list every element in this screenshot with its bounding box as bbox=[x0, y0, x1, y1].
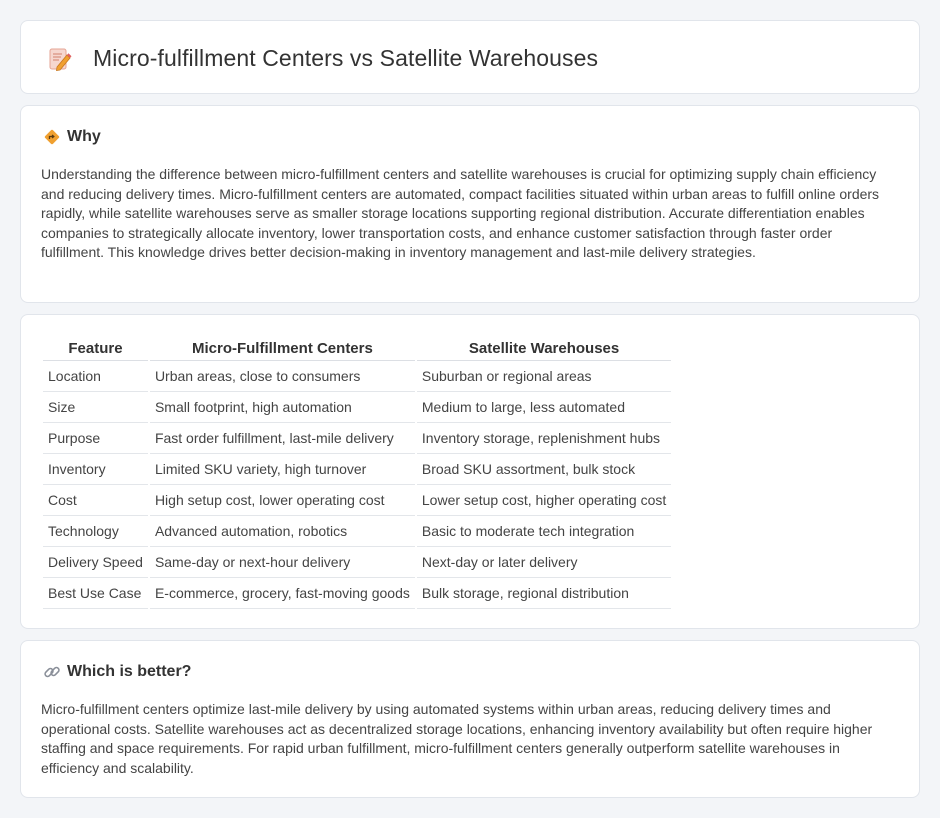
satellite-cell: Medium to large, less automated bbox=[417, 392, 671, 423]
table-header-row bbox=[43, 336, 671, 361]
feature-cell: Delivery Speed bbox=[43, 547, 148, 578]
table-row bbox=[43, 547, 671, 578]
micro-cell: Advanced automation, robotics bbox=[150, 516, 415, 547]
header-micro-fulfillment: Micro-Fulfillment Centers bbox=[150, 336, 415, 361]
table-row bbox=[43, 485, 671, 516]
micro-cell: High setup cost, lower operating cost bbox=[150, 485, 415, 516]
satellite-cell: Broad SKU assortment, bulk stock bbox=[417, 454, 671, 485]
page-title: Micro-fulfillment Centers vs Satellite Warehouses bbox=[93, 45, 599, 71]
which-is-better-section bbox=[20, 640, 920, 798]
feature-cell: Size bbox=[43, 392, 148, 423]
table-row bbox=[43, 361, 671, 392]
table-row bbox=[43, 454, 671, 485]
satellite-cell: Suburban or regional areas bbox=[417, 361, 671, 392]
feature-cell: Location bbox=[43, 361, 148, 392]
micro-cell: Same-day or next-hour delivery bbox=[150, 547, 415, 578]
micro-cell: Small footprint, high automation bbox=[150, 392, 415, 423]
better-heading: Which is better? bbox=[67, 663, 192, 680]
comparison-table bbox=[41, 336, 673, 609]
satellite-cell: Bulk storage, regional distribution bbox=[417, 578, 671, 609]
link-icon bbox=[43, 663, 61, 681]
satellite-cell: Next-day or later delivery bbox=[417, 547, 671, 578]
title-card bbox=[20, 20, 920, 94]
comparison-section bbox=[20, 314, 920, 629]
satellite-cell: Inventory storage, replenishment hubs bbox=[417, 423, 671, 454]
table-row bbox=[43, 392, 671, 423]
micro-cell: Fast order fulfillment, last-mile delivery bbox=[150, 423, 415, 454]
why-heading: Why bbox=[67, 128, 101, 145]
table-row bbox=[43, 516, 671, 547]
why-paragraph: Understanding the difference between micro-fulfillment centers and satellite warehouses is crucial for optimizing supply chain efficiency and reducing delivery times. Micro-fulfillment centers are automated, compact facilities situated within urban areas to fulfill online orders rapidly, while satellite warehouses serve as smaller storage locations supporting regional distribution. Accurate differentiation enables companies to strategically allocate inventory, lower transportation costs, and enhance customer satisfaction through faster order fulfillment. This knowledge drives better decision-making in inventory management and last-mile delivery strategies. bbox=[41, 166, 880, 261]
feature-cell: Inventory bbox=[43, 454, 148, 485]
micro-cell: E-commerce, grocery, fast-moving goods bbox=[150, 578, 415, 609]
better-heading-row bbox=[43, 663, 191, 681]
why-section bbox=[20, 105, 920, 303]
why-heading-row bbox=[43, 128, 101, 146]
feature-cell: Cost bbox=[43, 485, 148, 516]
better-paragraph: Micro-fulfillment centers optimize last-mile delivery by using automated systems within urban areas, reducing delivery times and operational costs. Satellite warehouses act as decentralized storage locations, enhancing inventory availability but often require higher staffing and space requirements. For rapid urban fulfillment, micro-fulfillment centers generally outperform satellite warehouses in efficiency and scalability. bbox=[41, 701, 873, 776]
feature-cell: Technology bbox=[43, 516, 148, 547]
title-row bbox=[47, 45, 598, 72]
document-pencil-icon bbox=[47, 46, 73, 72]
micro-cell: Limited SKU variety, high turnover bbox=[150, 454, 415, 485]
micro-cell: Urban areas, close to consumers bbox=[150, 361, 415, 392]
feature-cell: Purpose bbox=[43, 423, 148, 454]
header-feature: Feature bbox=[43, 336, 148, 361]
satellite-cell: Basic to moderate tech integration bbox=[417, 516, 671, 547]
feature-cell: Best Use Case bbox=[43, 578, 148, 609]
header-satellite: Satellite Warehouses bbox=[417, 336, 671, 361]
table-row bbox=[43, 423, 671, 454]
satellite-cell: Lower setup cost, higher operating cost bbox=[417, 485, 671, 516]
road-sign-icon bbox=[43, 128, 61, 146]
table-row bbox=[43, 578, 671, 609]
